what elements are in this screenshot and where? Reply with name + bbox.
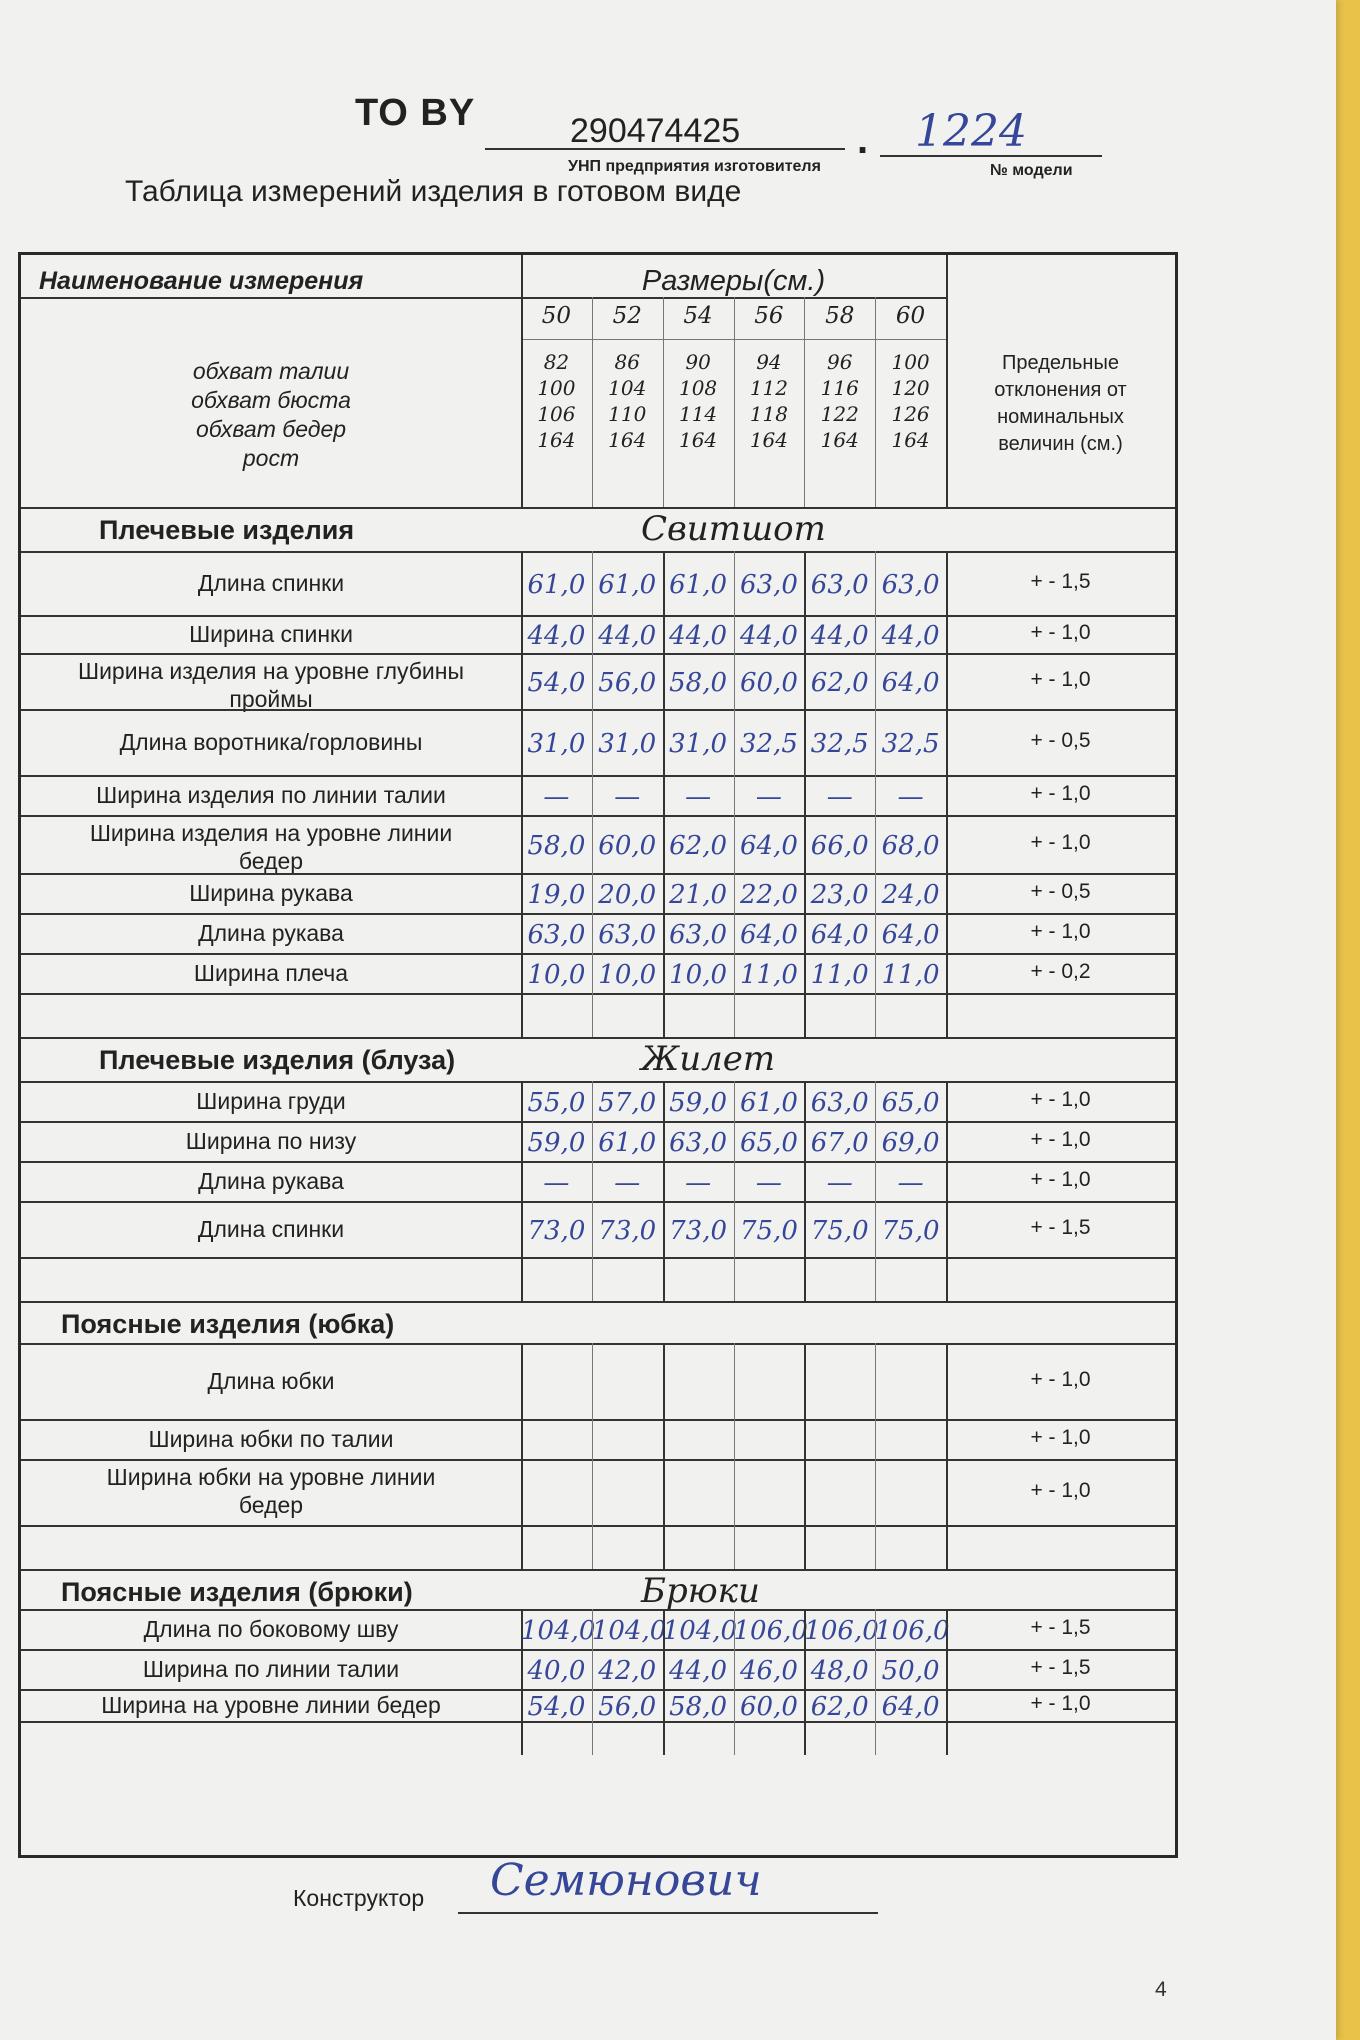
separator-dot: . (857, 118, 869, 162)
row-label-line: Длина рукава (198, 1168, 344, 1194)
tolerance-value: + - 1,5 (1030, 1616, 1091, 1639)
size-value-cell: 44,0 (810, 621, 869, 651)
section-title: Плечевые изделия (блуза) (99, 1045, 456, 1075)
size-value-cell: 10,0 (669, 960, 728, 990)
size-label: 50 (541, 303, 572, 329)
size-value-cell: 60,0 (739, 1692, 798, 1722)
size-value-cell: 19,0 (527, 880, 586, 910)
measurement-row-label (21, 620, 521, 648)
row-label-line: Ширина изделия по линии талии (96, 782, 446, 808)
row-divider (21, 507, 1175, 509)
column-divider (946, 1609, 948, 1755)
size-label: 56 (754, 303, 784, 329)
size-value-cell: 32,5 (739, 729, 798, 759)
size-value-cell: 63,0 (810, 1088, 869, 1118)
row-label-line: проймы (229, 686, 313, 712)
row-divider (21, 1081, 1175, 1083)
column-divider (592, 1081, 593, 1301)
column-divider (521, 1081, 523, 1301)
column-divider (734, 1081, 735, 1301)
column-divider (804, 551, 806, 1037)
size-value-cell: — (614, 782, 641, 812)
tolerance-value: + - 1,0 (1030, 782, 1091, 805)
size-measure-value: 106 (537, 402, 576, 426)
column-divider (946, 1343, 948, 1569)
size-measure-value: 164 (749, 428, 788, 452)
row-divider (21, 709, 1175, 711)
row-divider (21, 1257, 1175, 1259)
size-value-cell: 106,0 (733, 1616, 808, 1646)
size-value-cell: 58,0 (527, 831, 586, 861)
row-divider (21, 551, 1175, 553)
size-value-cell: 61,0 (739, 1088, 798, 1118)
size-measure-value: 114 (678, 402, 718, 426)
size-value-cell: 75,0 (810, 1216, 869, 1246)
size-value-cell: 62,0 (669, 831, 728, 861)
size-value-cell: 44,0 (527, 621, 586, 651)
measurement-row-label (21, 1691, 521, 1719)
size-value-cell: 67,0 (810, 1128, 869, 1158)
size-value-cell: 59,0 (669, 1088, 728, 1118)
size-measure-value: 118 (749, 402, 788, 426)
measurement-row-label (21, 1087, 521, 1115)
measurement-row-label (21, 959, 521, 987)
unp-underline (485, 148, 845, 150)
constructor-label: Конструктор (293, 1885, 425, 1911)
size-measure-value: 122 (820, 402, 859, 426)
size-measure-value: 86 (614, 350, 640, 374)
measurement-table (18, 252, 1178, 1858)
tolerance-value: + - 0,5 (1030, 729, 1091, 752)
tolerance-value: + - 0,5 (1030, 880, 1091, 903)
size-measures (875, 349, 946, 453)
signature-line (458, 1912, 878, 1914)
constructor-signature: Семюнович (490, 1855, 762, 1906)
size-value-cell: 40,0 (527, 1656, 586, 1686)
row-divider (21, 815, 1175, 817)
size-value-cell: 46,0 (739, 1656, 798, 1686)
size-value-cell: 21,0 (669, 880, 728, 910)
size-measures (734, 349, 805, 453)
model-caption: № модели (990, 162, 1073, 179)
size-measure-value: 104 (608, 376, 647, 400)
column-divider (875, 1343, 876, 1569)
measurement-row-label (21, 819, 521, 875)
tolerance-value: + - 1,0 (1030, 831, 1091, 854)
tolerance-value: + - 1,5 (1030, 570, 1091, 593)
column-divider (592, 1343, 593, 1569)
size-measures (663, 349, 734, 453)
measurement-row-label (21, 1463, 521, 1519)
size-value-cell: 69,0 (881, 1128, 940, 1158)
size-value-cell: 65,0 (881, 1088, 940, 1118)
measurement-name: обхват бюста (191, 387, 351, 413)
size-measure-value: 90 (685, 350, 711, 374)
measurement-row-label (21, 1167, 521, 1195)
row-label-line: Ширина изделия на уровне линии (89, 820, 453, 846)
size-value-cell: 50,0 (881, 1656, 940, 1686)
size-measure-value: 116 (820, 376, 859, 400)
size-value-cell: — (543, 782, 570, 812)
size-measure-value: 164 (537, 428, 576, 452)
column-divider (592, 1609, 593, 1755)
size-value-cell: 55,0 (527, 1088, 586, 1118)
column-header-name: Наименование измерения (39, 267, 364, 295)
size-value-cell: 64,0 (881, 668, 940, 698)
size-value-cell: 44,0 (669, 1656, 728, 1686)
row-label-line: Ширина груди (196, 1088, 346, 1114)
tolerance-value: + - 1,0 (1030, 1426, 1091, 1449)
size-measure-value: 100 (891, 350, 930, 374)
section-product-note: Брюки (641, 1571, 760, 1611)
row-divider (21, 873, 1175, 875)
section-title: Поясные изделия (брюки) (61, 1577, 413, 1607)
size-label: 60 (895, 303, 926, 329)
size-value-cell: 64,0 (810, 920, 869, 950)
row-label-line: Ширина по низу (185, 1128, 357, 1154)
section-title: Плечевые изделия (99, 515, 355, 545)
size-value-cell: 24,0 (881, 880, 940, 910)
size-value-cell: 44,0 (598, 621, 657, 651)
row-divider (21, 775, 1175, 777)
size-measure-value: 100 (537, 376, 576, 400)
column-divider (663, 1343, 665, 1569)
column-divider (875, 1081, 876, 1301)
measurement-row-label (21, 1215, 521, 1243)
column-header-tolerance (946, 350, 1175, 458)
size-value-cell: 64,0 (739, 920, 798, 950)
size-measures (592, 349, 663, 453)
size-value-cell: 10,0 (598, 960, 657, 990)
document-prefix: ТО BY (355, 92, 476, 134)
column-divider (946, 1081, 948, 1301)
row-divider (21, 1609, 1175, 1611)
row-divider (21, 1649, 1175, 1651)
size-measure-value: 110 (608, 402, 647, 426)
section-title: Поясные изделия (юбка) (61, 1309, 395, 1339)
row-divider (21, 1721, 1175, 1723)
column-divider (734, 1609, 735, 1755)
measurement-row-label (21, 919, 521, 947)
row-label-line: Ширина изделия на уровне глубины (77, 658, 465, 684)
column-divider (663, 551, 665, 1037)
measurement-row-label (21, 1127, 521, 1155)
size-value-cell: — (755, 1168, 782, 1198)
size-value-cell: 65,0 (739, 1128, 798, 1158)
tolerance-value: + - 1,0 (1030, 1692, 1091, 1715)
size-value-cell: 75,0 (739, 1216, 798, 1246)
size-value-cell: 63,0 (810, 570, 869, 600)
measurement-names (21, 357, 521, 473)
size-value-cell: 104,0 (662, 1616, 738, 1646)
row-label-line: Ширина юбки по талии (148, 1426, 394, 1452)
size-value-cell: 61,0 (527, 570, 586, 600)
size-value-cell: 31,0 (669, 729, 728, 759)
size-measure-value: 112 (749, 376, 788, 400)
measurement-row-label (21, 569, 521, 597)
size-measure-value: 164 (608, 428, 647, 452)
size-value-cell: 60,0 (739, 668, 798, 698)
document-title: Таблица измерений изделия в готовом виде (125, 175, 742, 208)
size-value-cell: 44,0 (669, 621, 728, 651)
size-value-cell: 32,5 (881, 729, 940, 759)
row-divider (21, 1201, 1175, 1203)
size-measures (521, 349, 592, 453)
measurement-name: обхват бедер (195, 416, 347, 442)
size-value-cell: 58,0 (669, 1692, 728, 1722)
row-divider (21, 1569, 1175, 1571)
tolerance-value: + - 1,0 (1030, 621, 1091, 644)
size-value-cell: — (897, 782, 924, 812)
size-label: 52 (612, 303, 642, 329)
size-value-cell: 73,0 (598, 1216, 657, 1246)
column-divider (663, 1609, 665, 1755)
size-value-cell: 54,0 (527, 668, 586, 698)
tolerance-value: + - 1,0 (1030, 1368, 1091, 1391)
row-label-line: Длина воротника/горловины (119, 729, 423, 755)
size-value-cell: — (543, 1168, 570, 1198)
size-value-cell: 61,0 (598, 1128, 657, 1158)
size-measure-value: 94 (756, 350, 782, 374)
size-value-cell: 60,0 (598, 831, 657, 861)
row-label-line: Ширина рукава (189, 880, 353, 906)
row-label-line: бедер (238, 1492, 304, 1518)
row-label-line: Длина спинки (197, 570, 345, 596)
size-value-cell: 64,0 (881, 1692, 940, 1722)
size-value-cell: — (614, 1168, 641, 1198)
size-value-cell: 56,0 (598, 1692, 657, 1722)
size-value-cell: 104,0 (521, 1616, 596, 1646)
size-value-cell: 63,0 (739, 570, 798, 600)
size-value-cell: 44,0 (881, 621, 940, 651)
row-divider (21, 1419, 1175, 1421)
size-measure-value: 96 (827, 350, 853, 374)
row-divider (21, 1343, 1175, 1345)
size-value-cell: 23,0 (810, 880, 869, 910)
size-value-cell: 68,0 (881, 831, 940, 861)
size-value-cell: 11,0 (810, 960, 869, 990)
size-value-cell: 63,0 (669, 920, 728, 950)
row-label-line: Длина по боковому шву (143, 1616, 399, 1642)
tolerance-header-line: Предельные (1002, 352, 1119, 374)
row-divider (21, 1525, 1175, 1527)
tolerance-header-line: величин (см.) (998, 433, 1123, 455)
tolerance-value: + - 1,0 (1030, 1168, 1091, 1191)
row-label-line: Ширина плеча (193, 960, 349, 986)
page-number: 4 (1155, 1978, 1167, 2001)
tolerance-header-line: отклонения от (994, 379, 1127, 401)
model-underline (880, 155, 1102, 157)
column-divider (734, 1343, 735, 1569)
tolerance-value: + - 1,5 (1030, 1656, 1091, 1679)
column-divider (521, 551, 523, 1037)
size-value-cell: 20,0 (598, 880, 657, 910)
size-value-cell: 48,0 (810, 1656, 869, 1686)
size-label: 54 (683, 303, 713, 329)
row-divider (21, 1037, 1175, 1039)
measurement-row-label (21, 1615, 521, 1643)
size-value-cell: 106,0 (804, 1616, 879, 1646)
size-value-cell: — (826, 782, 853, 812)
measurement-name: обхват талии (192, 358, 350, 384)
size-measure-value: 164 (891, 428, 930, 452)
row-divider (21, 1161, 1175, 1163)
row-divider (21, 615, 1175, 617)
row-label-line: Длина спинки (197, 1216, 345, 1242)
size-measure-value: 126 (891, 402, 930, 426)
size-value-cell: 66,0 (810, 831, 869, 861)
tolerance-value: + - 1,0 (1030, 668, 1091, 691)
size-value-cell: 11,0 (881, 960, 940, 990)
column-divider (804, 1343, 806, 1569)
row-label-line: Длина рукава (198, 920, 344, 946)
row-divider (21, 1459, 1175, 1461)
size-value-cell: — (685, 1168, 712, 1198)
size-value-cell: 75,0 (881, 1216, 940, 1246)
column-divider (734, 551, 735, 1037)
section-product-note: Жилет (641, 1039, 776, 1079)
size-value-cell: 106,0 (875, 1616, 950, 1646)
measurement-row-label (21, 1367, 521, 1395)
size-value-cell: 104,0 (591, 1616, 667, 1646)
size-value-cell: 54,0 (527, 1692, 586, 1722)
tolerance-value: + - 0,2 (1030, 960, 1091, 983)
size-value-cell: 63,0 (881, 570, 940, 600)
size-value-cell: 73,0 (527, 1216, 586, 1246)
size-value-cell: 32,5 (810, 729, 869, 759)
column-divider (875, 551, 876, 1037)
row-divider (21, 1301, 1175, 1303)
model-number: 1224 (915, 106, 1027, 157)
measurement-row-label (21, 1655, 521, 1683)
section-product-note: Свитшот (641, 509, 826, 549)
row-divider (21, 913, 1175, 915)
row-divider (21, 1121, 1175, 1123)
measurement-row-label (21, 728, 521, 756)
size-value-cell: 63,0 (598, 920, 657, 950)
row-label-line: Ширина юбки на уровне линии (106, 1464, 436, 1490)
size-value-cell: 73,0 (669, 1216, 728, 1246)
size-value-cell: 63,0 (527, 920, 586, 950)
row-label-line: Ширина по линии талии (142, 1656, 400, 1682)
tolerance-value: + - 1,0 (1030, 1128, 1091, 1151)
row-divider (21, 653, 1175, 655)
measurement-name: рост (242, 445, 300, 471)
size-value-cell: 63,0 (669, 1128, 728, 1158)
size-value-cell: 31,0 (598, 729, 657, 759)
column-divider (804, 1609, 806, 1755)
measurement-row-label (21, 879, 521, 907)
size-value-cell: 59,0 (527, 1128, 586, 1158)
column-divider (804, 1081, 806, 1301)
size-measures (804, 349, 875, 453)
tolerance-value: + - 1,0 (1030, 1088, 1091, 1111)
size-value-cell: 61,0 (598, 570, 657, 600)
column-divider (875, 1609, 876, 1755)
row-label-line: бедер (238, 848, 304, 874)
measurement-row-label (21, 781, 521, 809)
size-value-cell: 44,0 (739, 621, 798, 651)
size-value-cell: 10,0 (527, 960, 586, 990)
size-value-cell: — (826, 1168, 853, 1198)
row-divider (21, 993, 1175, 995)
size-measure-value: 164 (678, 428, 718, 452)
size-measure-value: 108 (678, 376, 718, 400)
size-value-cell: 58,0 (669, 668, 728, 698)
size-value-cell: 64,0 (739, 831, 798, 861)
column-divider (946, 551, 948, 1037)
size-value-cell: — (897, 1168, 924, 1198)
row-divider (21, 953, 1175, 955)
size-label: 58 (825, 303, 855, 329)
row-label-line: Ширина на уровне линии бедер (101, 1692, 441, 1718)
tolerance-value: + - 1,0 (1030, 1479, 1091, 1502)
row-label-line: Ширина спинки (189, 621, 353, 647)
tolerance-value: + - 1,5 (1030, 1216, 1091, 1239)
size-value-cell: 31,0 (527, 729, 586, 759)
measurement-row-label (21, 657, 521, 713)
size-measure-value: 120 (891, 376, 930, 400)
size-value-cell: 62,0 (810, 1692, 869, 1722)
size-value-cell: 57,0 (598, 1088, 657, 1118)
size-measure-value: 164 (820, 428, 859, 452)
size-value-cell: — (685, 782, 712, 812)
tolerance-header-line: номинальных (997, 406, 1124, 428)
column-divider (521, 1609, 523, 1755)
row-divider (21, 297, 521, 299)
size-measure-value: 82 (543, 350, 570, 374)
column-divider (521, 1343, 523, 1569)
size-value-cell: 62,0 (810, 668, 869, 698)
row-label-line: Длина юбки (207, 1368, 335, 1394)
size-value-cell: 22,0 (739, 880, 798, 910)
unp-caption: УНП предприятия изготовителя (568, 158, 821, 175)
measurement-row-label (21, 1425, 521, 1453)
size-value-cell: 61,0 (669, 570, 728, 600)
column-divider (592, 551, 593, 1037)
size-value-cell: 56,0 (598, 668, 657, 698)
unp-value: 290474425 (570, 112, 741, 150)
size-value-cell: 11,0 (739, 960, 798, 990)
size-value-cell: 64,0 (881, 920, 940, 950)
size-value-cell: 42,0 (598, 1656, 657, 1686)
tolerance-value: + - 1,0 (1030, 920, 1091, 943)
column-divider (663, 1081, 665, 1301)
size-value-cell: — (755, 782, 782, 812)
column-header-sizes: Размеры(см.) (641, 265, 826, 297)
